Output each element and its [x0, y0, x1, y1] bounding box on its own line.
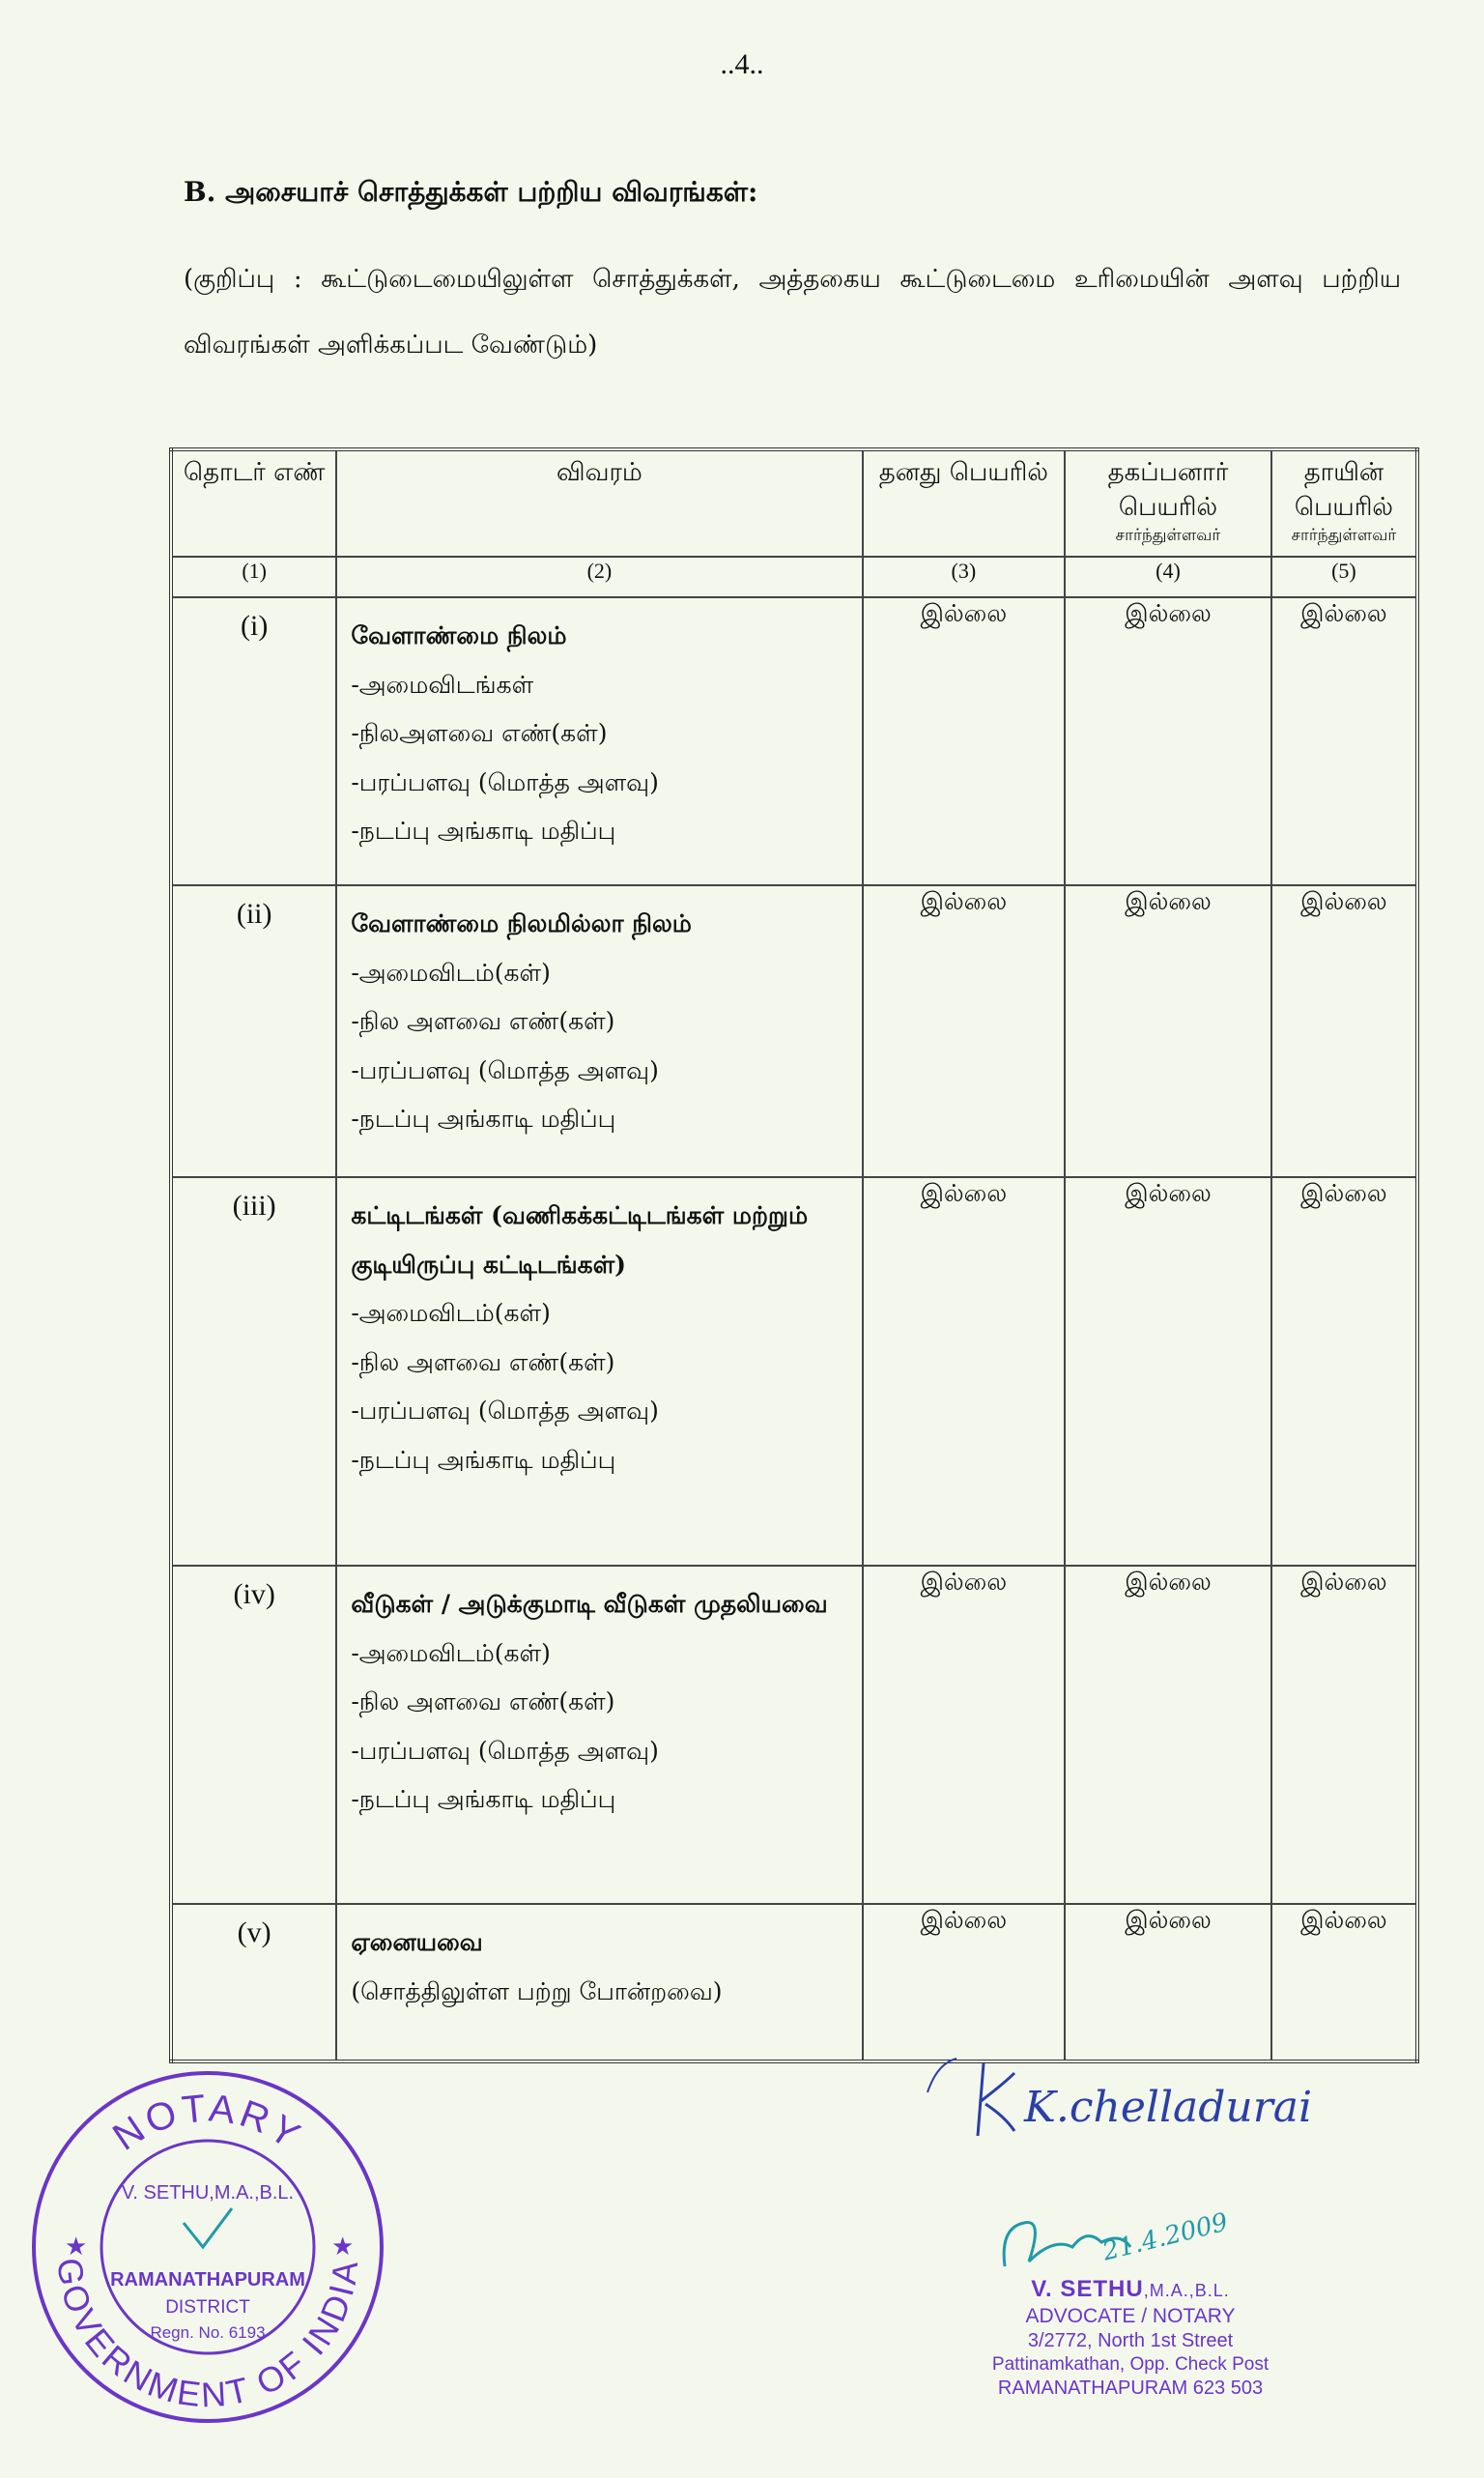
- header-father-sub: சார்ந்துள்ளவர்: [1115, 526, 1221, 545]
- seal-regn: Regn. No. 6193: [150, 2323, 266, 2342]
- serial-no: (ii): [171, 885, 336, 1177]
- table-row: [171, 1904, 1417, 2061]
- description-line: -பரப்பளவு (மொத்த அளவு): [351, 1736, 659, 1765]
- table-row: [171, 1566, 1417, 1904]
- description-line: -நடப்பு அங்காடி மதிப்பு: [351, 1785, 616, 1813]
- col-number-5: (5): [1271, 557, 1417, 597]
- description-line: -அமைவிடம்(கள்): [351, 1299, 551, 1327]
- description-title: வேளாண்மை நிலமில்லா நிலம்: [351, 909, 692, 937]
- seal-name: V. SETHU,M.A.,B.L.: [121, 2182, 295, 2204]
- table-row: [171, 597, 1417, 885]
- value-self: இல்லை: [863, 1566, 1066, 1904]
- value-self: இல்லை: [863, 1177, 1066, 1566]
- seal-top-text: NOTARY: [105, 2087, 311, 2159]
- col-number-4: (4): [1065, 557, 1271, 597]
- notary-stamp: [908, 2207, 1353, 2400]
- notary-seal-icon: [24, 2063, 391, 2431]
- header-serial-no: தொடர் எண்: [171, 449, 336, 557]
- header-mother: [1271, 449, 1417, 557]
- value-mother: இல்லை: [1271, 885, 1417, 1177]
- description-line: -நில அளவை எண்(கள்): [351, 1687, 615, 1715]
- seal-district: DISTRICT: [165, 2297, 250, 2318]
- description-line: -நடப்பு அங்காடி மதிப்பு: [351, 1445, 616, 1474]
- page-number: ..4..: [720, 48, 764, 80]
- value-mother: இல்லை: [1271, 1177, 1417, 1566]
- description: [336, 1904, 862, 2061]
- value-mother: இல்லை: [1271, 1566, 1417, 1904]
- value-father: இல்லை: [1065, 1904, 1271, 2061]
- description-line: -பரப்பளவு (மொத்த அளவு): [351, 767, 659, 796]
- column-number-row: [171, 557, 1417, 597]
- seal-bottom-text: GOVERNMENT OF INDIA: [49, 2256, 366, 2415]
- notary-address-2: Pattinamkathan, Opp. Check Post: [991, 2354, 1270, 2375]
- header-self: தனது பெயரில்: [863, 449, 1066, 557]
- signature-text: K.chelladurai: [1024, 2083, 1313, 2132]
- description: [336, 597, 862, 885]
- description-line: -நடப்பு அங்காடி மதிப்பு: [351, 1105, 616, 1133]
- col-number-1: (1): [171, 557, 336, 597]
- notary-name-bold: V. SETHU: [1031, 2276, 1144, 2302]
- description-line: (சொத்திலுள்ள பற்று போன்றவை): [351, 1976, 723, 2005]
- description-line: -நில அளவை எண்(கள்): [351, 1007, 615, 1035]
- value-self: இல்லை: [863, 1904, 1066, 2061]
- description-title: கட்டிடங்கள் (வணிகக்கட்டிடங்கள் மற்றும் குடியிருப்பு கட்டிடங்கள்): [351, 1201, 809, 1279]
- description-line: -பரப்பளவு (மொத்த அளவு): [351, 1397, 659, 1425]
- header-father-main: தகப்பனார் பெயரில்: [1107, 458, 1229, 522]
- serial-no: (iii): [171, 1177, 336, 1566]
- description-line: -அமைவிடம்(கள்): [351, 1638, 551, 1667]
- immovable-assets-table: [169, 447, 1419, 2063]
- description-line: -நிலஅளவை எண்(கள்): [351, 719, 608, 747]
- header-father: [1065, 449, 1271, 557]
- value-self: இல்லை: [863, 885, 1066, 1177]
- serial-no: (i): [171, 597, 336, 885]
- value-father: இல்லை: [1065, 1177, 1271, 1566]
- section-note: (குறிப்பு : கூட்டுடைமையிலுள்ள சொத்துக்கள், அத்தகைய கூட்டுடைமை உரிமையின் அளவு பற்றிய விவரங்கள் அளிக்கப்பட வேண்டும்): [184, 265, 1401, 360]
- svg-text:★: ★: [65, 2233, 88, 2262]
- description-line: -நில அளவை எண்(கள்): [351, 1347, 615, 1376]
- description-line: -அமைவிடம்(கள்): [351, 958, 551, 987]
- col-number-3: (3): [863, 557, 1066, 597]
- applicant-signature-icon: [918, 2044, 1362, 2150]
- notary-title: ADVOCATE / NOTARY: [1025, 2305, 1236, 2327]
- value-father: இல்லை: [1065, 885, 1271, 1177]
- header-mother-main: தாயின் பெயரில்: [1294, 458, 1393, 522]
- notary-date: 21.4.2009: [1099, 2207, 1231, 2267]
- serial-no: (iv): [171, 1566, 336, 1904]
- notary-address-3: RAMANATHAPURAM 623 503: [997, 2377, 1264, 2399]
- description: [336, 1177, 862, 1566]
- description-line: -நடப்பு அங்காடி மதிப்பு: [351, 817, 616, 845]
- description: [336, 885, 862, 1177]
- notary-name-suffix: ,M.A.,B.L.: [1143, 2281, 1230, 2300]
- header-description: விவரம்: [336, 449, 862, 557]
- value-mother: இல்லை: [1271, 597, 1417, 885]
- value-father: இல்லை: [1065, 597, 1271, 885]
- seal-place: RAMANATHAPURAM: [110, 2269, 305, 2291]
- serial-no: (v): [171, 1904, 336, 2061]
- svg-text:★: ★: [331, 2233, 355, 2262]
- table-row: [171, 1177, 1417, 1566]
- description-line: -பரப்பளவு (மொத்த அளவு): [351, 1055, 659, 1084]
- value-father: இல்லை: [1065, 1566, 1271, 1904]
- description-title: வீடுகள் / அடுக்குமாடி வீடுகள் முதலியவை: [351, 1590, 828, 1618]
- description: [336, 1566, 862, 1904]
- header-mother-sub: சார்ந்துள்ளவர்: [1291, 526, 1397, 545]
- section-heading: B. அசையாச் சொத்துக்கள் பற்றிய விவரங்கள்:: [184, 176, 758, 208]
- table-row: [171, 885, 1417, 1177]
- description-title: வேளாண்மை நிலம்: [351, 621, 567, 649]
- description-line: -அமைவிடங்கள்: [351, 670, 534, 699]
- col-number-2: (2): [336, 557, 862, 597]
- header-row: [171, 449, 1417, 557]
- value-mother: இல்லை: [1271, 1904, 1417, 2061]
- description-title: ஏனையவை: [351, 1928, 483, 1956]
- value-self: இல்லை: [863, 597, 1066, 885]
- notary-address-1: 3/2772, North 1st Street: [1027, 2330, 1234, 2351]
- svg-text:NOTARY: [105, 2087, 310, 2159]
